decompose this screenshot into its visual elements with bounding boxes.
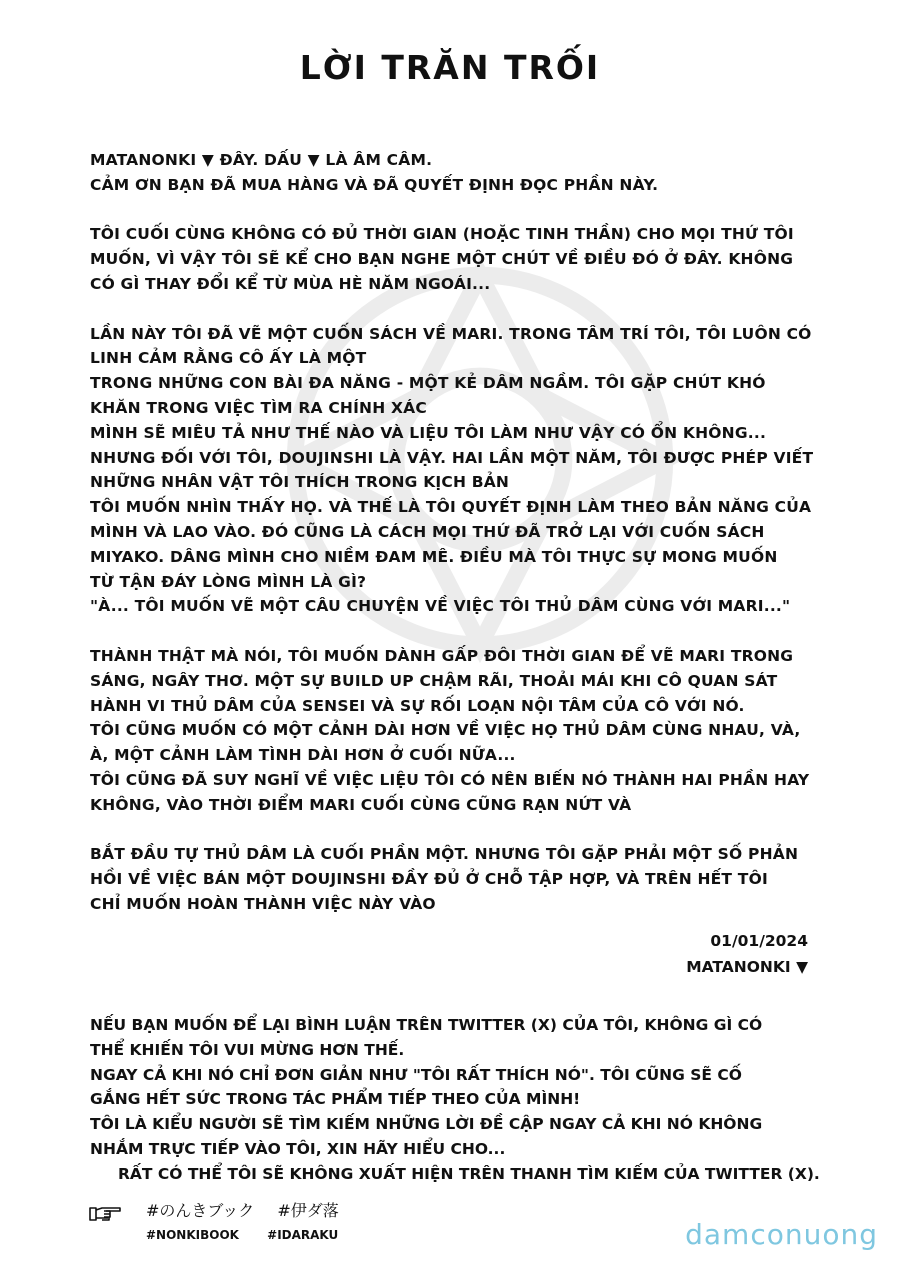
- body-line: SÁNG, NGÂY THƠ. MỘT SỰ BUILD UP CHẬM RÃI, THOẢI MÁI KHI CÔ QUAN SÁT: [90, 671, 778, 690]
- signature-date: 01/01/2024: [710, 932, 808, 950]
- note-line: NẾU BẠN MUỐN ĐỂ LẠI BÌNH LUẬN TRÊN TWITTER (X) CỦA TÔI, KHÔNG GÌ CÓ: [90, 1016, 763, 1034]
- signature-block: [686, 928, 808, 980]
- body-line: "À... TÔI MUỐN VẼ MỘT CÂU CHUYỆN VỀ VIỆC TÔI THỦ DÂM CÙNG VỚI MARI...": [90, 597, 791, 616]
- note-line: RẤT CÓ THỂ TÔI SẼ KHÔNG XUẤT HIỆN TRÊN THANH TÌM KIẾM CỦA TWITTER (X).: [118, 1164, 820, 1183]
- hashtag[interactable]: #伊ダ落: [277, 1201, 339, 1220]
- note-line: THỂ KHIẾN TÔI VUI MỪNG HƠN THẾ.: [90, 1040, 405, 1059]
- note-line: NGAY CẢ KHI NÓ CHỈ ĐƠN GIẢN NHƯ "TÔI RẤT THÍCH NÓ". TÔI CŨNG SẼ CỐ: [90, 1065, 742, 1084]
- site-watermark: damconuong: [685, 1218, 878, 1251]
- body-line: TRONG NHỮNG CON BÀI ĐA NĂNG - MỘT KẺ DÂM NGẦM. TÔI GẶP CHÚT KHÓ: [90, 374, 766, 393]
- note-line: NHẮM TRỰC TIẾP VÀO TÔI, XIN HÃY HIỂU CHO...: [90, 1139, 506, 1158]
- body-line: CẢM ƠN BẠN ĐÃ MUA HÀNG VÀ ĐÃ QUYẾT ĐỊNH ĐỌC PHẦN NÀY.: [90, 175, 659, 194]
- body-line: NHƯNG ĐỐI VỚI TÔI, DOUJINSHI LÀ VẬY. HAI LẦN MỘT NĂM, TÔI ĐƯỢC PHÉP VIẾT: [90, 448, 814, 467]
- body-line: BẮT ĐẦU TỰ THỦ DÂM LÀ CUỐI PHẦN MỘT. NHƯNG TÔI GẶP PHẢI MỘT SỐ PHẢN: [90, 845, 799, 864]
- pointing-hand-icon: [88, 1202, 122, 1224]
- hashtag[interactable]: #のんきブック: [146, 1201, 255, 1220]
- body-line: KHĂN TRONG VIỆC TÌM RA CHÍNH XÁC: [90, 398, 427, 417]
- body-line: THÀNH THẬT MÀ NÓI, TÔI MUỐN DÀNH GẤP ĐÔI THỜI GIAN ĐỂ VẼ MARI TRONG: [90, 646, 794, 665]
- hashtags-japanese: [146, 1198, 357, 1221]
- body-line: CHỈ MUỐN HOÀN THÀNH VIỆC NÀY VÀO: [90, 894, 436, 913]
- body-line: TỪ TẬN ĐÁY LÒNG MÌNH LÀ GÌ?: [90, 572, 367, 591]
- body-text: [90, 148, 850, 917]
- body-line: HỒI VỀ VIỆC BÁN MỘT DOUJINSHI ĐẦY ĐỦ Ở CHỖ TẬP HỢP, VÀ TRÊN HẾT TÔI: [90, 870, 768, 889]
- body-line: NHỮNG NHÂN VẬT TÔI THÍCH TRONG KỊCH BẢN: [90, 473, 510, 492]
- closing-note: [90, 1013, 860, 1187]
- note-line: TÔI LÀ KIỂU NGƯỜI SẼ TÌM KIẾM NHỮNG LỜI ĐỀ CẬP NGAY CẢ KHI NÓ KHÔNG: [90, 1115, 763, 1134]
- hashtag[interactable]: #NONKIBOOK: [146, 1228, 239, 1242]
- body-line: MUỐN, VÌ VẬY TÔI SẼ KỂ CHO BẠN NGHE MỘT CHÚT VỀ ĐIỀU ĐÓ Ở ĐÂY. KHÔNG: [90, 250, 794, 269]
- body-line: MÌNH SẼ MIÊU TẢ NHƯ THẾ NÀO VÀ LIỆU TÔI LÀM NHƯ VẬY CÓ ỔN KHÔNG...: [90, 423, 767, 442]
- body-line: KHÔNG, VÀO THỜI ĐIỂM MARI CUỐI CÙNG CŨNG RẠN NỨT VÀ: [90, 795, 632, 814]
- body-line: TÔI MUỐN NHÌN THẤY HỌ. VÀ THẾ LÀ TÔI QUYẾT ĐỊNH LÀM THEO BẢN NĂNG CỦA: [90, 498, 812, 517]
- page-title: LỜI TRĂN TRỐI: [299, 48, 601, 87]
- body-line: TÔI CŨNG MUỐN CÓ MỘT CẢNH DÀI HƠN VỀ VIỆC HỌ THỦ DÂM CÙNG NHAU, VÀ,: [90, 721, 801, 740]
- body-line: TÔI CUỐI CÙNG KHÔNG CÓ ĐỦ THỜI GIAN (HOẶC TINH THẦN) CHO MỌI THỨ TÔI: [90, 225, 794, 244]
- body-line: LINH CẢM RẰNG CÔ ẤY LÀ MỘT: [90, 349, 367, 368]
- body-line: TÔI CŨNG ĐÃ SUY NGHĨ VỀ VIỆC LIỆU TÔI CÓ NÊN BIẾN NÓ THÀNH HAI PHẦN HAY: [90, 770, 810, 789]
- hashtag[interactable]: #IDARAKU: [267, 1228, 339, 1242]
- signature-name: MATANONKI ▼: [686, 958, 808, 976]
- body-line: MIYAKO. DÂNG MÌNH CHO NIỀM ĐAM MÊ. ĐIỀU MÀ TÔI THỰC SỰ MONG MUỐN: [90, 547, 778, 566]
- note-line: GẮNG HẾT SỨC TRONG TÁC PHẨM TIẾP THEO CỦA MÌNH!: [90, 1090, 581, 1109]
- body-line: HÀNH VI THỦ DÂM CỦA SENSEI VÀ SỰ RỐI LOẠN NỘI TÂM CỦA CÔ VỚI NÓ.: [90, 696, 745, 715]
- body-line: CÓ GÌ THAY ĐỔI KỂ TỪ MÙA HÈ NĂM NGOÁI...: [90, 274, 491, 293]
- hashtags-romanized: [146, 1228, 362, 1242]
- body-line: MÌNH VÀ LAO VÀO. ĐÓ CŨNG LÀ CÁCH MỌI THỨ ĐÃ TRỞ LẠI VỚI CUỐN SÁCH: [90, 522, 765, 541]
- body-line: LẦN NÀY TÔI ĐÃ VẼ MỘT CUỐN SÁCH VỀ MARI. TRONG TÂM TRÍ TÔI, TÔI LUÔN CÓ: [90, 324, 812, 343]
- body-line: MATANONKI ▼ ĐÂY. DẤU ▼ LÀ ÂM CÂM.: [90, 151, 433, 169]
- tags-footer: [88, 1198, 488, 1248]
- body-line: À, MỘT CẢNH LÀM TÌNH DÀI HƠN Ở CUỐI NỮA...: [90, 746, 516, 765]
